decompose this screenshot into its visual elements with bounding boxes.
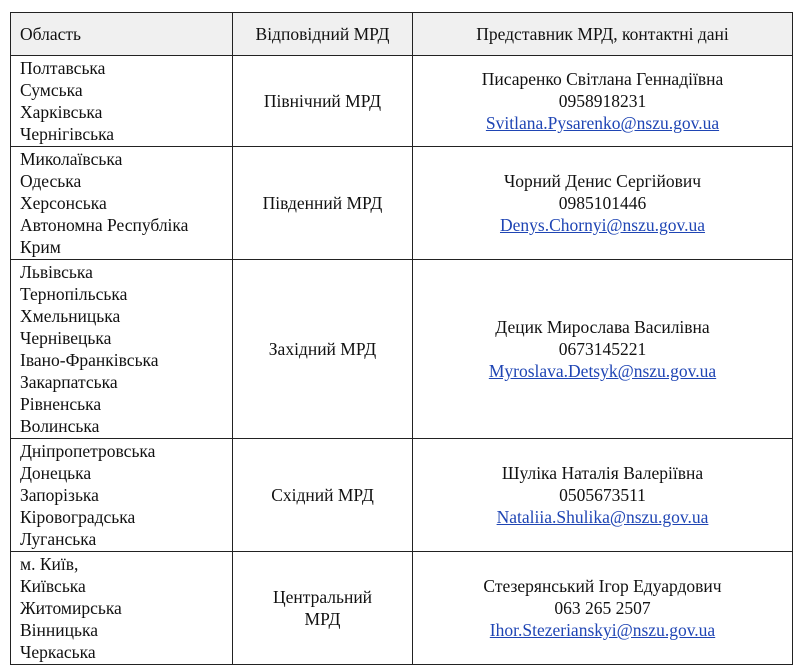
region-name: Кіровоградська: [20, 507, 136, 527]
header-region: Область: [11, 13, 233, 56]
region-name: м. Київ,: [20, 554, 79, 574]
table-row: [11, 260, 793, 439]
mrd-cell: [233, 147, 413, 260]
contact-cell: [413, 56, 793, 147]
email-link[interactable]: Nataliia.Shulika@nszu.gov.ua: [496, 507, 709, 527]
region-name: Хмельницька: [20, 306, 121, 326]
contact-cell: [413, 147, 793, 260]
region-name: Львівська: [20, 262, 93, 282]
representative-name: Чорний Денис Сергійович: [503, 171, 702, 191]
region-name: Запорізька: [20, 485, 99, 505]
mrd-cell: [233, 439, 413, 552]
mrd-name: Південний МРД: [262, 193, 383, 213]
phone-number: 0958918231: [558, 91, 647, 111]
regions-cell: [11, 147, 233, 260]
region-name: Вінницька: [20, 620, 98, 640]
table-row: [11, 56, 793, 147]
email-link[interactable]: Denys.Chornyi@nszu.gov.ua: [499, 215, 706, 235]
mrd-cell: [233, 552, 413, 665]
region-name: Миколаївська: [20, 149, 123, 169]
contact-cell: [413, 260, 793, 439]
region-name: Сумська: [20, 80, 83, 100]
mrd-cell: [233, 56, 413, 147]
table-row: [11, 552, 793, 665]
contact-cell: [413, 439, 793, 552]
mrd-contacts-table: [10, 12, 793, 665]
regions-cell: [11, 552, 233, 665]
region-name: Полтавська: [20, 58, 106, 78]
region-name: Закарпатська: [20, 372, 118, 392]
region-name: Київська: [20, 576, 86, 596]
email-link[interactable]: Svitlana.Pysarenko@nszu.gov.ua: [485, 113, 720, 133]
mrd-name: Східний МРД: [271, 485, 374, 505]
region-name: Івано-Франківська: [20, 350, 159, 370]
mrd-name: Західний МРД: [268, 339, 377, 359]
phone-number: 0673145221: [558, 339, 647, 359]
table-row: [11, 147, 793, 260]
region-name: Автономна Республіка: [20, 215, 189, 235]
header-mrd: Відповідний МРД: [233, 13, 413, 56]
region-name: Рівненська: [20, 394, 102, 414]
table-header-row: [11, 13, 793, 56]
phone-number: 0505673511: [559, 485, 646, 505]
representative-name: Стезерянський Ігор Едуардович: [483, 576, 722, 596]
table-row: [11, 439, 793, 552]
region-name: Черкаська: [20, 642, 96, 662]
region-name: Донецька: [20, 463, 92, 483]
region-name: Харківська: [20, 102, 103, 122]
region-name: Чернівецька: [20, 328, 112, 348]
mrd-name-line: Центральний: [272, 587, 373, 607]
phone-number: 0985101446: [558, 193, 647, 213]
mrd-cell: [233, 260, 413, 439]
contact-cell: [413, 552, 793, 665]
region-name: Тернопільська: [20, 284, 128, 304]
region-name: Волинська: [20, 416, 100, 436]
regions-cell: [11, 439, 233, 552]
region-name: Крим: [20, 237, 61, 257]
regions-cell: [11, 260, 233, 439]
region-name: Чернігівська: [20, 124, 115, 144]
representative-name: Децик Мирослава Василівна: [495, 317, 710, 337]
region-name: Херсонська: [20, 193, 107, 213]
mrd-name: Північний МРД: [263, 91, 382, 111]
phone-number: 063 265 2507: [554, 598, 651, 618]
email-link[interactable]: Ihor.Stezerianskyi@nszu.gov.ua: [489, 620, 716, 640]
region-name: Луганська: [20, 529, 97, 549]
mrd-name-line: МРД: [304, 609, 341, 629]
region-name: Дніпропетровська: [20, 441, 156, 461]
header-contact: Представник МРД, контактні дані: [413, 13, 793, 56]
representative-name: Писаренко Світлана Геннадіївна: [481, 69, 724, 89]
representative-name: Шуліка Наталія Валеріївна: [501, 463, 704, 483]
email-link[interactable]: Myroslava.Detsyk@nszu.gov.ua: [488, 361, 717, 381]
region-name: Житомирська: [20, 598, 122, 618]
regions-cell: [11, 56, 233, 147]
region-name: Одеська: [20, 171, 82, 191]
